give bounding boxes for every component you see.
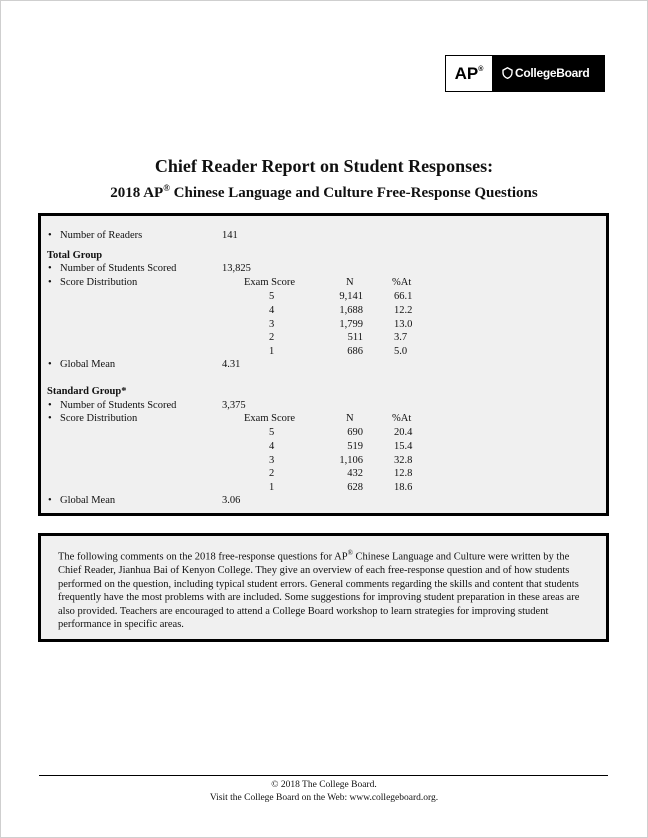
standard-dist-label: • Score Distribution [60,413,137,425]
table-cell: 5 [269,427,275,438]
table-cell: 12.8 [394,468,413,479]
acorn-icon [502,67,513,79]
comments-paragraph: The following comments on the 2018 free-response questions for AP® Chinese Language and Culture were written by the Chief Reader, Jianhua Bai of Kenyon College. They give an overview of each free-response question and of how students performed on the question, including typical student errors. General comments regarding the skills and content that students frequently have the most problems with are included. Some suggestions for improving student preparation in these areas are also provided. Teachers are encouraged to attend a College Board workshop to learn strategies for improving student performance in specific areas. [58,549,580,631]
table-cell: 3.7 [394,332,408,343]
collegeboard-logo-text: CollegeBoard [515,66,590,80]
table-cell: 3 [269,319,275,330]
table-cell: 2 [269,468,275,479]
standard-col-pct: %At [392,413,412,424]
table-cell: 511 [347,332,363,343]
report-subtitle: 2018 AP® Chinese Language and Culture Free-Response Questions [110,183,538,201]
ap-logo-text: AP [454,64,479,83]
readers-value: 141 [222,230,238,241]
table-cell: 690 [347,427,363,438]
table-cell: 519 [347,441,363,452]
total-dist-label: • Score Distribution [60,277,137,289]
readers-label: • Number of Readers [60,230,142,242]
table-cell: 66.1 [394,291,413,302]
standard-col-score: Exam Score [244,413,296,424]
table-cell: 3 [269,455,275,466]
total-col-n: N [346,277,354,288]
table-cell: 1 [269,482,275,493]
table-cell: 4 [269,305,275,316]
table-cell: 18.6 [394,482,413,493]
standard-mean-value: 3.06 [222,495,241,506]
standard-group-heading: Standard Group* [47,386,127,397]
footer-visit-link[interactable]: Visit the College Board on the Web: www.collegeboard.org. [209,793,439,803]
table-cell: 628 [347,482,363,493]
table-cell: 13.0 [394,319,413,330]
table-cell: 686 [347,346,363,357]
collegeboard-logo [502,56,589,91]
table-cell: 4 [269,441,275,452]
comments-box [38,533,609,642]
total-group-heading: Total Group [47,250,103,261]
table-cell: 2 [269,332,275,343]
table-cell: 15.4 [394,441,413,452]
table-cell: 32.8 [394,455,413,466]
footer-copyright: © 2018 The College Board. [271,780,377,790]
table-cell: 5.0 [394,346,408,357]
total-col-score: Exam Score [244,277,296,288]
total-students-value: 13,825 [222,263,251,274]
table-cell: 1,688 [339,305,363,316]
standard-students-value: 3,375 [222,400,246,411]
table-cell: 1,106 [339,455,363,466]
table-cell: 5 [269,291,275,302]
standard-mean-label: • Global Mean [60,495,115,507]
total-students-label: • Number of Students Scored [60,263,176,275]
total-col-pct: %At [392,277,412,288]
ap-collegeboard-logo [445,55,605,92]
table-cell: 432 [347,468,363,479]
standard-col-n: N [346,413,354,424]
standard-students-label: • Number of Students Scored [60,400,176,412]
statistics-box [38,213,609,516]
table-cell: 20.4 [394,427,413,438]
table-cell: 9,141 [339,291,363,302]
total-mean-value: 4.31 [222,359,241,370]
footer-divider [39,775,608,776]
report-title: Chief Reader Report on Student Responses: [154,156,494,176]
table-cell: 1,799 [339,319,363,330]
ap-logo: AP® [446,56,492,91]
table-cell: 1 [269,346,275,357]
table-cell: 12.2 [394,305,413,316]
total-mean-label: • Global Mean [60,359,115,371]
